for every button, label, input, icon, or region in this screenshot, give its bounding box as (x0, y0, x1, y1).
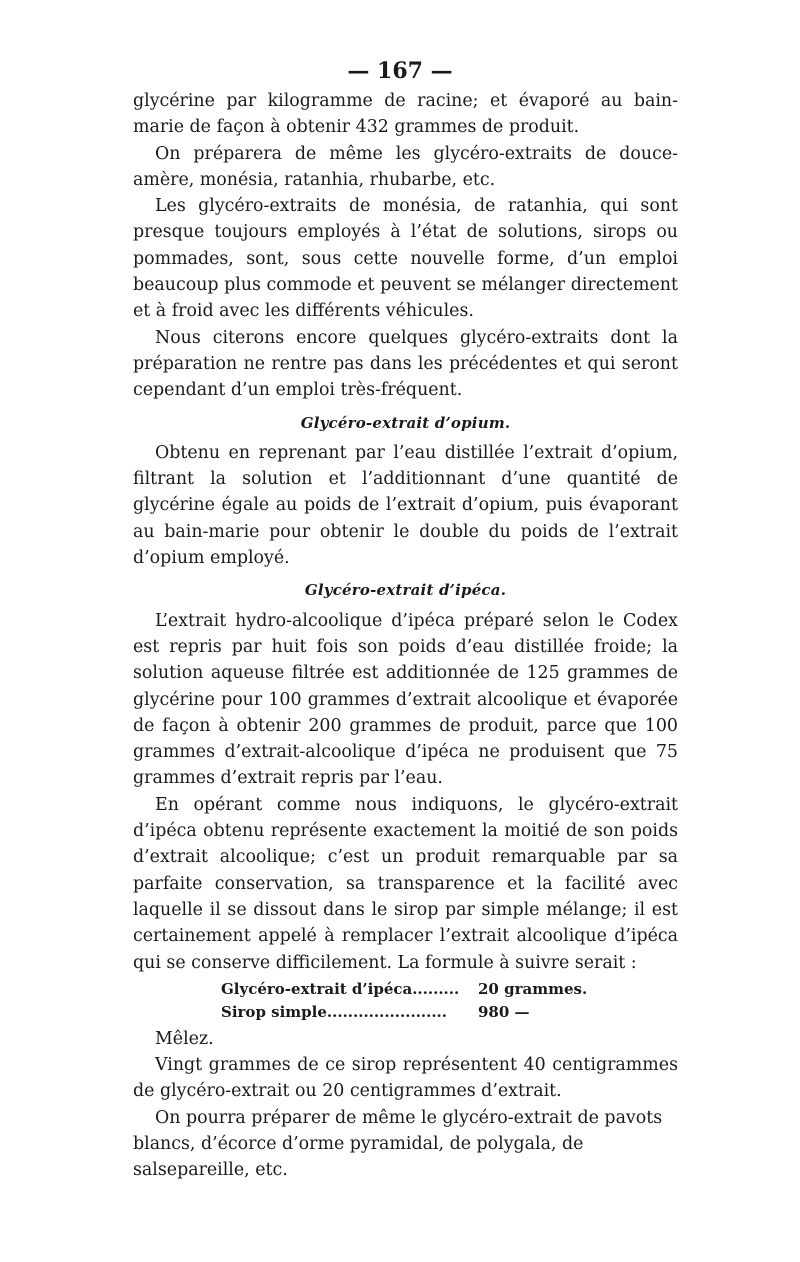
page-body (133, 88, 678, 1184)
formula-amount: 980 — (478, 1002, 530, 1021)
formula-item: Glycéro-extrait d’ipéca......... (221, 979, 460, 998)
paragraph-final: On pourra préparer de même le glycéro-extrait de pavots blancs, d’écorce d’orme pyramidal, de polygala, de salsepareille, etc. (133, 1107, 663, 1181)
formula-item: Sirop simple....................... (221, 1002, 448, 1021)
paragraph: Nous citerons encore quelques glycéro-extraits dont la préparation ne rentre pas dans les précédentes et qui seront cependant d’un emploi très-fréquent. (133, 327, 678, 401)
formula-row (133, 1001, 678, 1024)
paragraph: Les glycéro-extraits de monésia, de ratanhia, qui sont presque toujours employés à l’état de solutions, sirops ou pommades, sont, sous cette nouvelle forme, d’un emploi beaucoup plus commode et peuvent se mélanger directement et à froid avec les différents véhicules. (133, 196, 678, 322)
section-heading-opium: Glycéro-extrait d’opium. (300, 413, 511, 432)
paragraph-continuation: glycérine par kilogramme de racine; et évaporé au bain-marie de façon à obtenir 432 grammes de produit. (133, 91, 678, 138)
paragraph-ipeca: En opérant comme nous indiquons, le glycéro-extrait d’ipéca obtenu représente exactement la moitié de son poids d’extrait alcoolique; c’est un produit remarquable par sa parfaite conservation, sa transparence et la facilité avec laquelle il se dissout dans le sirop par simple mélange; il est certainement appelé à remplacer l’extrait alcoolique d’ipéca qui se conserve difficilement. La formule à suivre serait : (133, 794, 678, 973)
formula-row (133, 978, 678, 1001)
page-number: — 167 — (347, 58, 453, 84)
paragraph-ipeca: L’extrait hydro-alcoolique d’ipéca préparé selon le Codex est repris par huit fois son poids d’eau distillée froide; la solution aqueuse filtrée est additionnée de 125 grammes de glycérine pour 100 grammes d’extrait alcoolique et évaporée de façon à obtenir 200 grammes de produit, parce que 100 grammes d’extrait-alcoolique d’ipéca ne produisent que 75 grammes d’extrait repris par l’eau. (133, 610, 678, 789)
paragraph-melez: Mêlez. (155, 1028, 214, 1049)
paragraph: Vingt grammes de ce sirop représentent 40 centigrammes de glycéro-extrait ou 20 centigrammes d’extrait. (133, 1055, 678, 1102)
formula-amount: 20 grammes. (478, 979, 588, 998)
paragraph-opium: Obtenu en reprenant par l’eau distillée l’extrait d’opium, filtrant la solution et l’additionnant d’une quantité de glycérine égale au poids de l’extrait d’opium, puis évaporant au bain-marie pour obtenir le double du poids de l’extrait d’opium employé. (133, 442, 678, 569)
section-heading-ipeca: Glycéro-extrait d’ipéca. (304, 581, 507, 600)
formula-table (133, 978, 678, 1024)
paragraph: On préparera de même les glycéro-extraits de douce-amère, monésia, ratanhia, rhubarbe, etc. (133, 143, 678, 190)
